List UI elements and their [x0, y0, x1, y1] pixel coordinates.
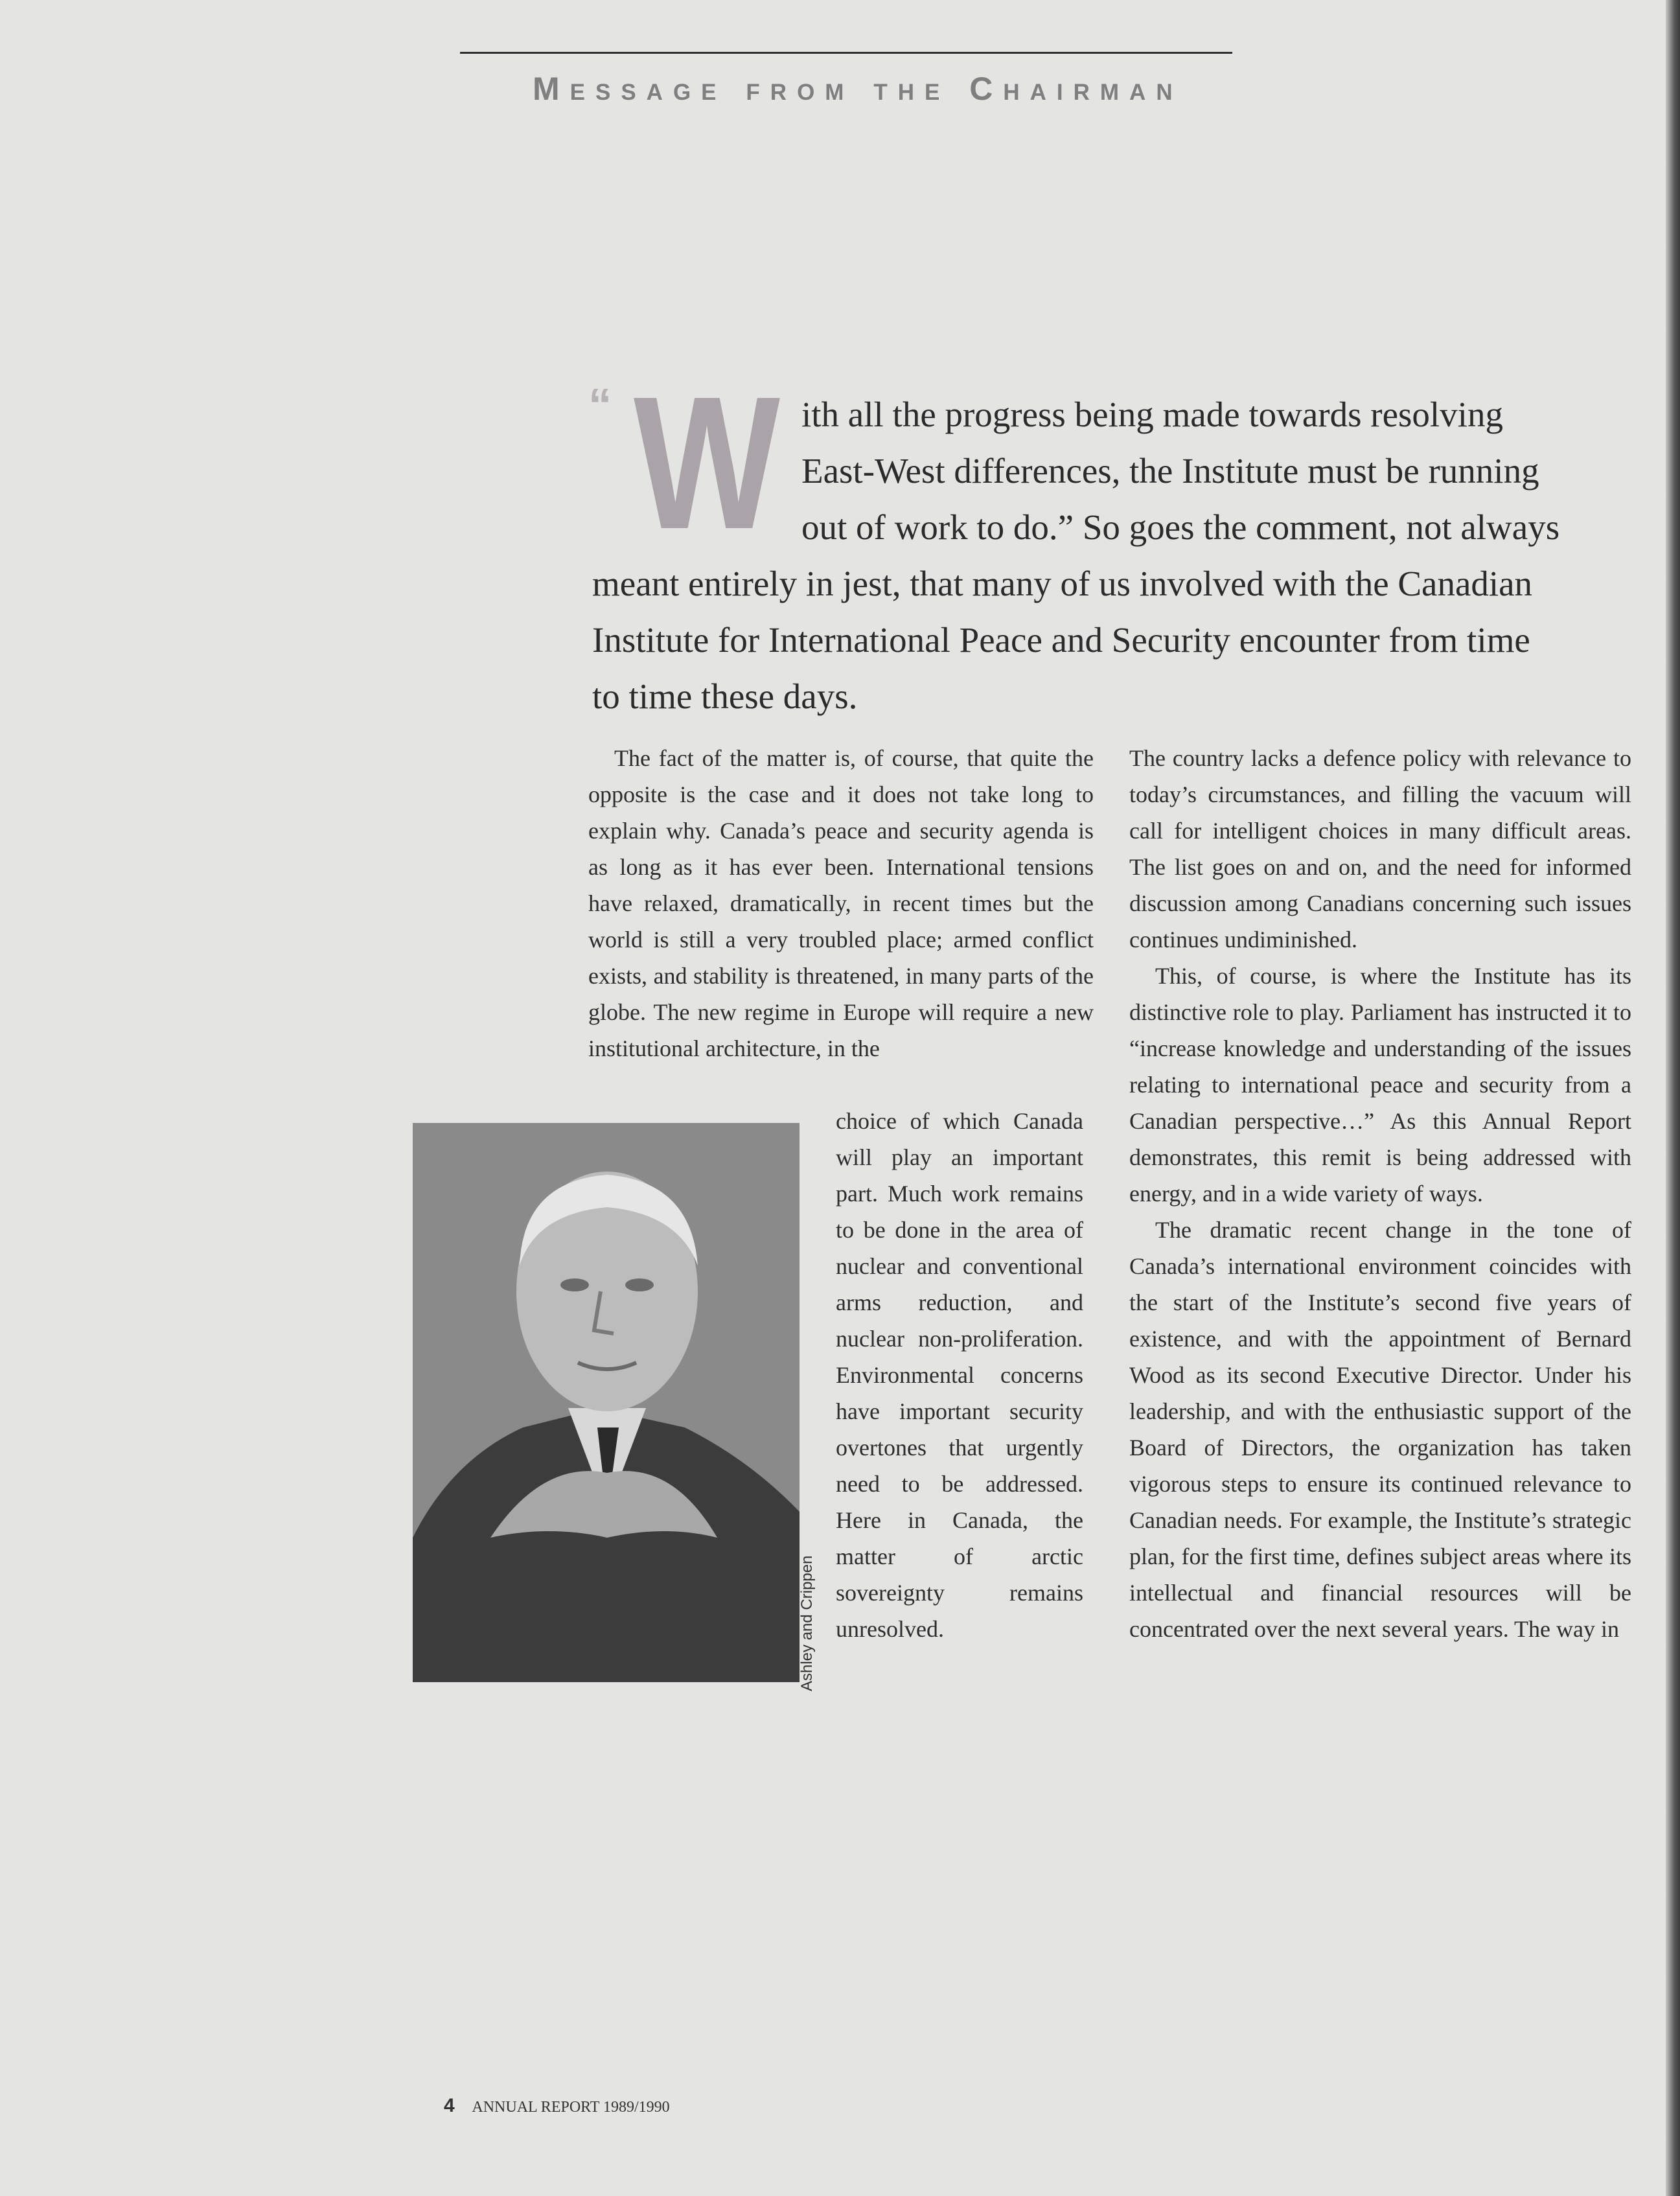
intro-line: to time these days. — [592, 676, 858, 716]
photo-credit: Ashley and Crippen — [798, 1555, 816, 1691]
body-paragraph: The dramatic recent change in the tone of Canada’s international environment coincides with the start of the Institute’s second five years of existence, and with the appointment of Bernard Wood as its second Executive Director. Under his leadership, and with the enthusiastic support of the Board of Directors, the organization has taken vigorous steps to ensure its continued relevance to Canadian needs. For example, the Institute’s strategic plan, for the first time, defines subject areas where its intellectual and financial resources will be concentrated over the next several years. The way in — [1129, 1217, 1631, 1642]
intro-line: Institute for International Peace and Security encounter from time — [592, 620, 1530, 660]
publication-title: ANNUAL REPORT 1989/1990 — [472, 2099, 670, 2116]
header-rule — [460, 52, 1232, 54]
intro-line: out of work to do.” So goes the comment, not always — [801, 507, 1560, 547]
body-paragraph: The fact of the matter is, of course, that quite the opposite is the case and it does not take long to explain why. Canada’s peace and security agenda is as long as it has ever been. International tensions have relaxed, dramatically, in recent times but the world is still a very troubled place; armed conflict exists, and stability is threatened, in many parts of the globe. The new regime in Europe will require a new institutional architecture, in the — [588, 745, 1094, 1061]
right-column — [1129, 740, 1631, 1647]
body-paragraph: This, of course, is where the Institute has its distinctive role to play. Parliament has instructed it to “increase knowledge and understanding of the issues relating to international peace and security from a Canadian perspective…” As this Annual Report demonstrates, this remit is being addressed with energy, and in a wide variety of ways. — [1129, 963, 1631, 1207]
body-paragraph: The country lacks a defence policy with relevance to today’s circumstances, and filling the vacuum will call for intelligent choices in many difficult areas. The list goes on and on, and the need for informed discussion among Canadians concerning such issues continues undiminished. — [1129, 745, 1631, 953]
left-column-wrap — [836, 1103, 1083, 1647]
opening-quote-mark: “ — [588, 380, 612, 432]
page-footer — [444, 2095, 670, 2117]
intro-line: East-West differences, the Institute must be running — [801, 451, 1539, 491]
intro-line: ith all the progress being made towards resolving — [801, 395, 1503, 434]
page-binding-edge — [1666, 0, 1680, 2196]
portrait-illustration — [413, 1123, 800, 1682]
section-title: Message from the Chairman — [533, 71, 1183, 107]
drop-cap: W — [634, 357, 780, 568]
left-column — [588, 740, 1094, 1067]
chairman-portrait — [413, 1123, 800, 1682]
intro-line: meant entirely in jest, that many of us involved with the Canadian — [592, 564, 1533, 603]
page-number: 4 — [444, 2095, 455, 2116]
body-paragraph-continued: choice of which Canada will play an important part. Much work remains to be done in the area of nuclear and conventional arms reduction, and nuclear non-proliferation. Environmental concerns have important security overtones that urgently need to be addressed. Here in Canada, the matter of arctic sovereignty remains unresolved. — [836, 1108, 1083, 1642]
